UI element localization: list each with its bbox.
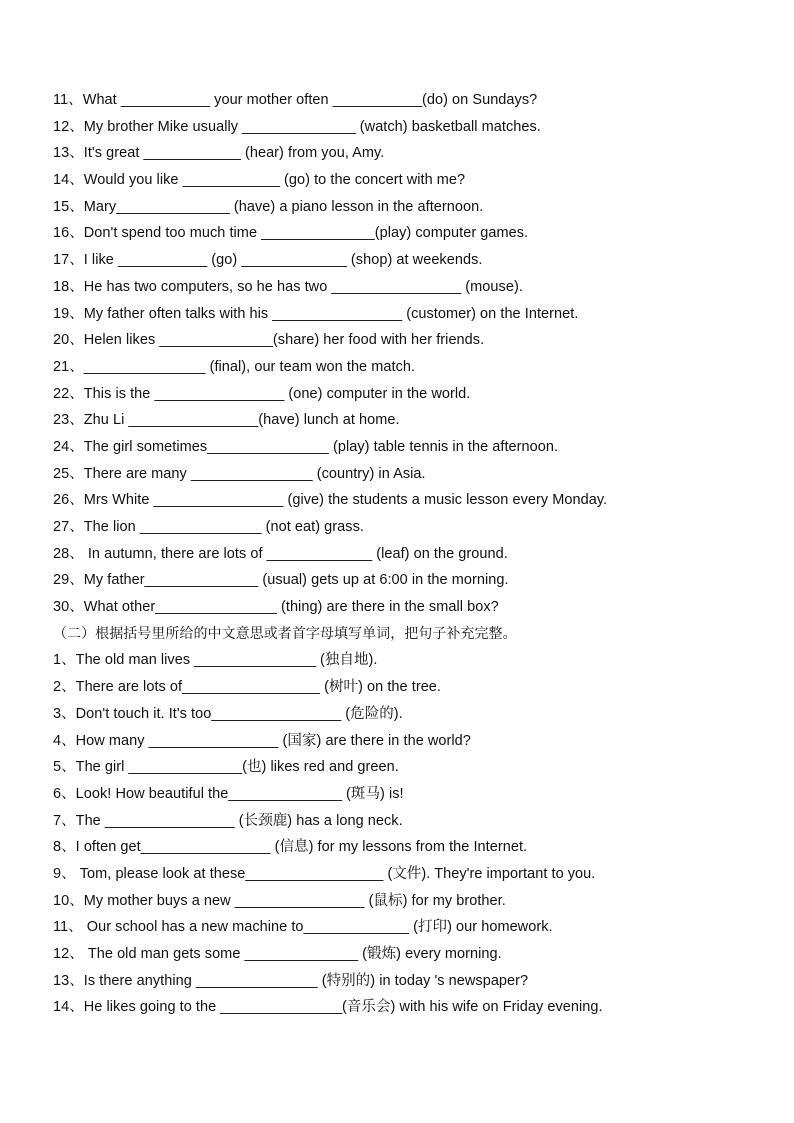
exercise-item-23: 23、Zhu Li ________________(have) lunch at home.: [53, 412, 400, 429]
exercise-item-24: 24、The girl sometimes_______________ (play) table tennis in the afternoon.: [53, 438, 559, 455]
exercise-item-26: 26、Mrs White ________________ (give) the students a music lesson every Monday.: [53, 492, 608, 509]
vocab-item-14: 14、He likes going to the _______________(音乐会) with his wife on Friday evening.: [53, 999, 603, 1016]
exercise-item-25: 25、There are many _______________ (country) in Asia.: [53, 465, 426, 482]
vocab-item-11: 11、 Our school has a new machine to_____________ (打印) our homework.: [53, 919, 553, 936]
exercise-item-16: 16、Don't spend too much time ______________(play) computer games.: [53, 225, 529, 242]
exercise-item-27: 27、The lion _______________ (not eat) grass.: [53, 519, 364, 535]
exercise-item-17: 17、I like ___________ (go) _____________ (shop) at weekends.: [53, 252, 483, 269]
vocab-item-4: 4、How many ________________ (国家) are there in the world?: [53, 732, 471, 749]
vocab-item-10: 10、My mother buys a new ________________ (鼠标) for my brother.: [53, 892, 506, 909]
vocab-item-3: 3、Don't touch it. It's too________________ (危险的).: [53, 705, 403, 722]
vocab-item-5: 5、The girl ______________(也) likes red and green.: [53, 759, 399, 776]
exercise-item-19: 19、My father often talks with his ________________ (customer) on the Internet.: [53, 305, 579, 322]
exercise-item-21: 21、_______________ (final), our team won the match.: [53, 358, 416, 375]
exercise-item-15: 15、Mary______________ (have) a piano lesson in the afternoon.: [53, 198, 484, 215]
exercise-item-11: 11、What ___________ your mother often ___________(do) on Sundays?: [53, 92, 538, 108]
exercise-item-30: 30、What other_______________ (thing) are there in the small box?: [53, 599, 499, 616]
exercise-item-28: 28、 In autumn, there are lots of _____________ (leaf) on the ground.: [53, 545, 508, 562]
vocab-item-2: 2、There are lots of_________________ (树叶) on the tree.: [53, 679, 442, 696]
section-two-heading: （二）根据括号里所给的中文意思或者首字母填写单词，把句子补充完整。: [53, 625, 517, 642]
vocab-item-1: 1、The old man lives _______________ (独自地).: [53, 652, 378, 669]
exercise-item-18: 18、He has two computers, so he has two ________________ (mouse).: [53, 278, 523, 295]
vocab-item-13: 13、Is there anything _______________ (特别的) in today 's newspaper?: [53, 972, 529, 989]
exercise-item-12: 12、My brother Mike usually ______________ (watch) basketball matches.: [53, 118, 541, 135]
exercise-item-20: 20、Helen likes ______________(share) her food with her friends.: [53, 332, 485, 349]
exercise-list: [53, 87, 773, 1021]
vocab-item-7: 7、The ________________ (长颈鹿) has a long neck.: [53, 812, 403, 829]
vocab-item-9: 9、 Tom, please look at these_________________ (文件). They're important to you.: [53, 865, 596, 882]
exercise-item-13: 13、It's great ____________ (hear) from you, Amy.: [53, 145, 385, 162]
exercise-item-22: 22、This is the ________________ (one) computer in the world.: [53, 385, 471, 402]
exercise-item-14: 14、Would you like ____________ (go) to the concert with me?: [53, 172, 466, 189]
vocab-item-6: 6、Look! How beautiful the______________ (斑马) is!: [53, 785, 404, 802]
vocab-item-8: 8、I often get________________ (信息) for my lessons from the Internet.: [53, 839, 528, 856]
exercise-item-29: 29、My father______________ (usual) gets up at 6:00 in the morning.: [53, 572, 509, 589]
vocab-item-12: 12、 The old man gets some ______________ (锻炼) every morning.: [53, 946, 502, 962]
